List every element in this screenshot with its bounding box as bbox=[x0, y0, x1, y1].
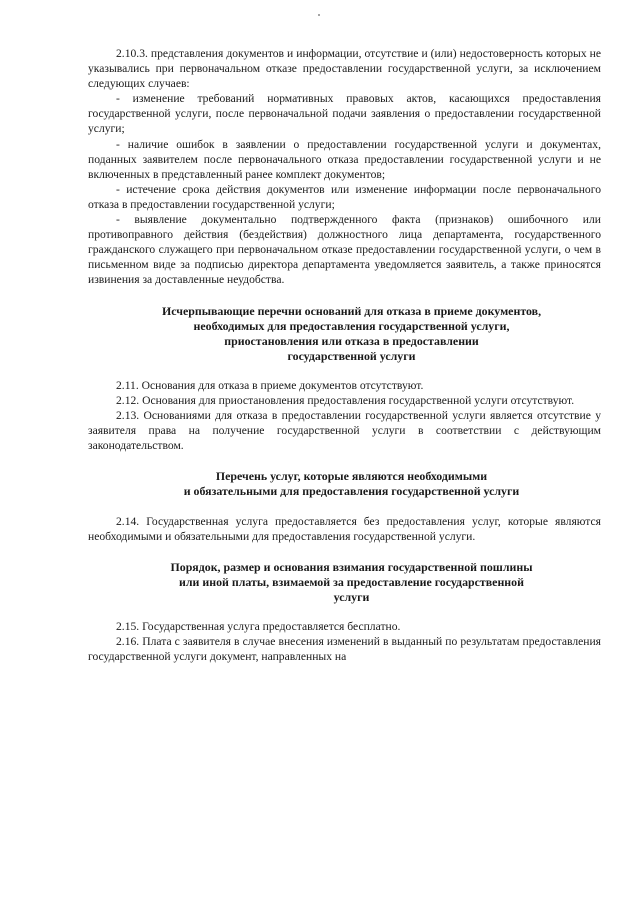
heading-line: или иной платы, взимаемой за предоставление государственной bbox=[179, 574, 524, 589]
heading-line: государственной услуги bbox=[287, 348, 416, 363]
heading-line: Перечень услуг, которые являются необходимыми bbox=[215, 469, 488, 484]
paragraph-2-12: 2.12. Основания для приостановления предоставления государственной услуги отсутствуют. bbox=[116, 393, 575, 407]
paragraph-2-11: 2.11. Основания для отказа в приеме документов отсутствуют. bbox=[116, 378, 424, 392]
paragraph-2-10-3: 2.10.3. представления документов и информации, отсутствие и (или) недостоверность которых не указывались при первоначальном отказе предоставлении государственной услуги, за исключением следующих случаев: bbox=[88, 47, 601, 91]
paragraph-2-16: 2.16. Плата с заявителя в случае внесения изменений в выданный по результатам предоставления государственной услуги документ, направленных на bbox=[88, 635, 601, 664]
paragraph-2-14: 2.14. Государственная услуга предоставляется без предоставления услуг, которые являются необходимыми и обязательными для предоставления государственной услуги. bbox=[88, 514, 601, 543]
paragraph-2-15: 2.15. Государственная услуга предоставляется бесплатно. bbox=[116, 620, 401, 633]
paragraph-2-13: 2.13. Основаниями для отказа в предоставлении государственной услуги является отсутствие у заявителя права на получение государственной услуги в соответствии с действующим законодательством. bbox=[88, 409, 601, 453]
heading-line: необходимых для предоставления государственной услуги, bbox=[193, 318, 510, 333]
heading-line: приостановления или отказа в предоставлении bbox=[224, 333, 479, 348]
heading-line: и обязательными для предоставления государственной услуги bbox=[183, 484, 520, 499]
heading-line: Порядок, размер и основания взимания государственной пошлины bbox=[170, 559, 533, 574]
list-item-errors-in-application: - наличие ошибок в заявлении о предоставлении государственной услуги и документах, поданных заявителем после первоначального отказа предоставлении государственной услуги и не включенных в представленный ранее комплект документов; bbox=[88, 137, 601, 181]
document-body bbox=[88, 46, 601, 664]
list-item-requirements-change: - изменение требований нормативных правовых актов, касающихся предоставления государственной услуги, после первоначальной подачи заявления о предоставлении государственной услуги; bbox=[88, 92, 601, 136]
scan-speck bbox=[318, 14, 320, 16]
section-heading-state-fee bbox=[88, 560, 601, 605]
list-item-erroneous-action: - выявление документально подтвержденного факта (признаков) ошибочного или противоправного действия (бездействия) должностного лица департамента, государственного гражданского служащего при первоначальном отказе предоставлении государственной услуги, о чем в письменном виде за подписью директора департамента уведомляется заявитель, а также приносятся извинения за доставленные неудобства. bbox=[88, 213, 601, 287]
heading-line: Исчерпывающие перечни оснований для отказа в приеме документов, bbox=[161, 303, 542, 318]
section-heading-refusal-grounds bbox=[88, 304, 601, 364]
heading-line: услуги bbox=[333, 589, 370, 604]
list-item-documents-expiry: - истечение срока действия документов или изменение информации после первоначального отказа в предоставлении государственной услуги; bbox=[88, 182, 601, 211]
section-heading-required-services bbox=[88, 469, 601, 499]
